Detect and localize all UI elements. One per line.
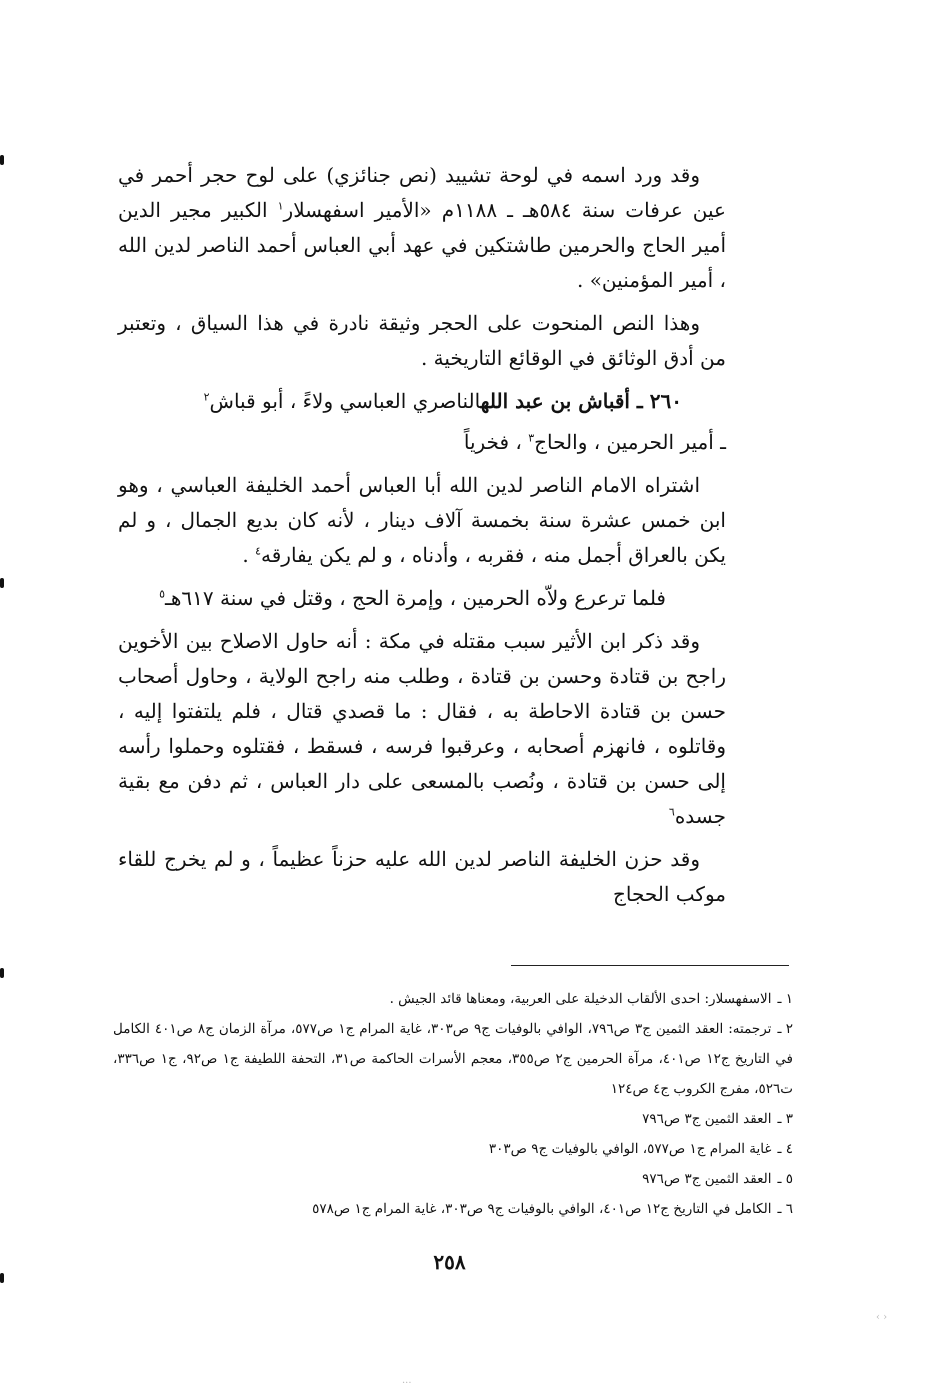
footnote-text: الاسفهسلار: احدى الألقاب الدخيلة على العربية، ومعناها قائد الجيش . [389, 991, 772, 1007]
margin-mark [0, 968, 4, 978]
footnote-item [113, 1134, 793, 1164]
footnote-item [113, 1104, 793, 1134]
entry-name: أقباش بن عبد الله [480, 389, 630, 413]
footnote-ref: ٦ [668, 805, 675, 819]
footnote-number: ٢ ـ [777, 1021, 793, 1037]
footnote-item [113, 1194, 793, 1224]
footnote-item [113, 1164, 793, 1194]
footnote-number: ٤ ـ [777, 1141, 793, 1157]
page-number [0, 1250, 931, 1274]
footnote-number: ٣ ـ [777, 1111, 793, 1127]
entry-dash: ـ [629, 389, 650, 413]
footnote-text: الكامل في التاريخ ج١٢ ص٤٠١، الوافي بالوفيات ج٩ ص٣٠٣، غاية المرام ج١ ص٥٧٨ [312, 1201, 772, 1217]
footnote-ref: ٤ [255, 544, 262, 558]
scan-artifact: ··· [402, 1378, 412, 1389]
paragraph [118, 842, 726, 912]
text-run: ـ أمير الحرمين ، والحاج [534, 430, 726, 454]
paragraph [118, 581, 726, 616]
text-run: . [242, 543, 256, 567]
paragraph [118, 306, 726, 376]
entry-subtitle [118, 425, 726, 460]
text-run: اشتراه الامام الناصر لدين الله أبا العباس أحمد الخليفة العباسي ، وهو ابن خمس عشرة سنة بخمسة آلاف دينار ، لأنه كان بديع الجمال ، و لم يكن بالعراق أجمل منه ، فقربه ، وأدناه ، و لم يكن يفارقه [118, 473, 726, 567]
page-number-text: ٢٥٨ [433, 1250, 466, 1274]
paragraph [118, 624, 726, 834]
text-run: الكبير مجير الدين أمير الحاج والحرمين طاشتكين في عهد أبي العباس أحمد الناصر لدين الله ، أمير المؤمنين» . [118, 198, 726, 292]
scan-artifact: ‹ › [876, 1312, 888, 1323]
footnote-item [113, 984, 793, 1014]
footnote-divider [511, 965, 789, 966]
entry-heading [118, 384, 726, 419]
footnote-item [113, 1014, 793, 1104]
text-run: وهذا النص المنحوت على الحجر وثيقة نادرة في هذا السياق ، وتعتبر من أدق الوثائق في الوقائع التاريخية . [118, 311, 726, 370]
footnote-number: ٥ ـ [777, 1171, 793, 1187]
entry-name-rest: الناصري العباسي ولاءً ، أبو قباش [209, 389, 481, 413]
footnote-text: العقد الثمين ج٣ ص٧٩٦ [642, 1111, 772, 1127]
footnote-ref: ٢ [203, 390, 210, 404]
paragraph [118, 468, 726, 573]
footnote-number: ١ ـ [777, 991, 793, 1007]
main-text [118, 158, 726, 920]
text-run: ، فخرياً [463, 430, 529, 454]
text-run: وقد ذكر ابن الأثير سبب مقتله في مكة : أنه حاول الاصلاح بين الأخوين راجح بن قتادة وحسن بن قتادة ، وطلب منه راجح الولاية ، وحاول أصحاب حسن بن قتادة الاحاطة به ، فقال : ما قصدي قتال ، فلم يلتفتوا إليه ، وقاتلوه ، فانهزم أصحابه ، وعرقبوا فرسه ، فسقط ، فقتلوه وحملوا رأسه إلى حسن بن قتادة ، ونُصب بالمسعى على دار العباس ، ثم دفن مع بقية جسده [118, 629, 726, 828]
text-run: فلما ترعرع ولاّه الحرمين ، وإمرة الحج ، وقتل في سنة ٦١٧هـ [165, 586, 666, 610]
text-run: وقد حزن الخليفة الناصر لدين الله عليه حزناً عظيماً ، و لم يخرج للقاء موكب الحجاج [118, 847, 726, 906]
margin-mark [0, 155, 4, 165]
footnote-ref: ٥ [159, 587, 165, 601]
footnote-ref: ٣ [528, 431, 535, 445]
footnote-text: العقد الثمين ج٣ ص٩٧٦ [642, 1171, 772, 1187]
margin-mark [0, 578, 4, 588]
paragraph [118, 158, 726, 298]
footnotes [113, 984, 793, 1224]
footnote-text: غاية المرام ج١ ص٥٧٧، الوافي بالوفيات ج٩ ص٣٠٣ [488, 1141, 772, 1157]
footnote-number: ٦ ـ [777, 1201, 793, 1217]
footnote-text: ترجمته: العقد الثمين ج٣ ص٧٩٦، الوافي بالوفيات ج٩ ص٣٠٣، غاية المرام ج١ ص٥٧٧، مرآة الزمان ج٨ ص٤٠١ الكامل في التاريخ ج١٢ ص٤٠١، مرآة الحرمين ج٢ ص٣٥٥، معجم الأسرات الحاكمة ص٣١، التحفة اللطيفة ج١ ص٩٢، ج١ ص٣٣٦، ت٥٢٦، مفرج الكروب ج٤ ص١٢٤ [113, 1021, 793, 1097]
footnote-ref: ١ [277, 199, 284, 213]
text-run: وقد ورد اسمه في لوحة تشييد (نص جنائزي) على لوح حجر أحمر في عين عرفات سنة ٥٨٤هـ ـ ١١٨٨م «الأمير اسفهسلار [118, 163, 726, 222]
entry-number: ٢٦٠ [649, 389, 682, 413]
margin-mark [0, 1273, 4, 1283]
